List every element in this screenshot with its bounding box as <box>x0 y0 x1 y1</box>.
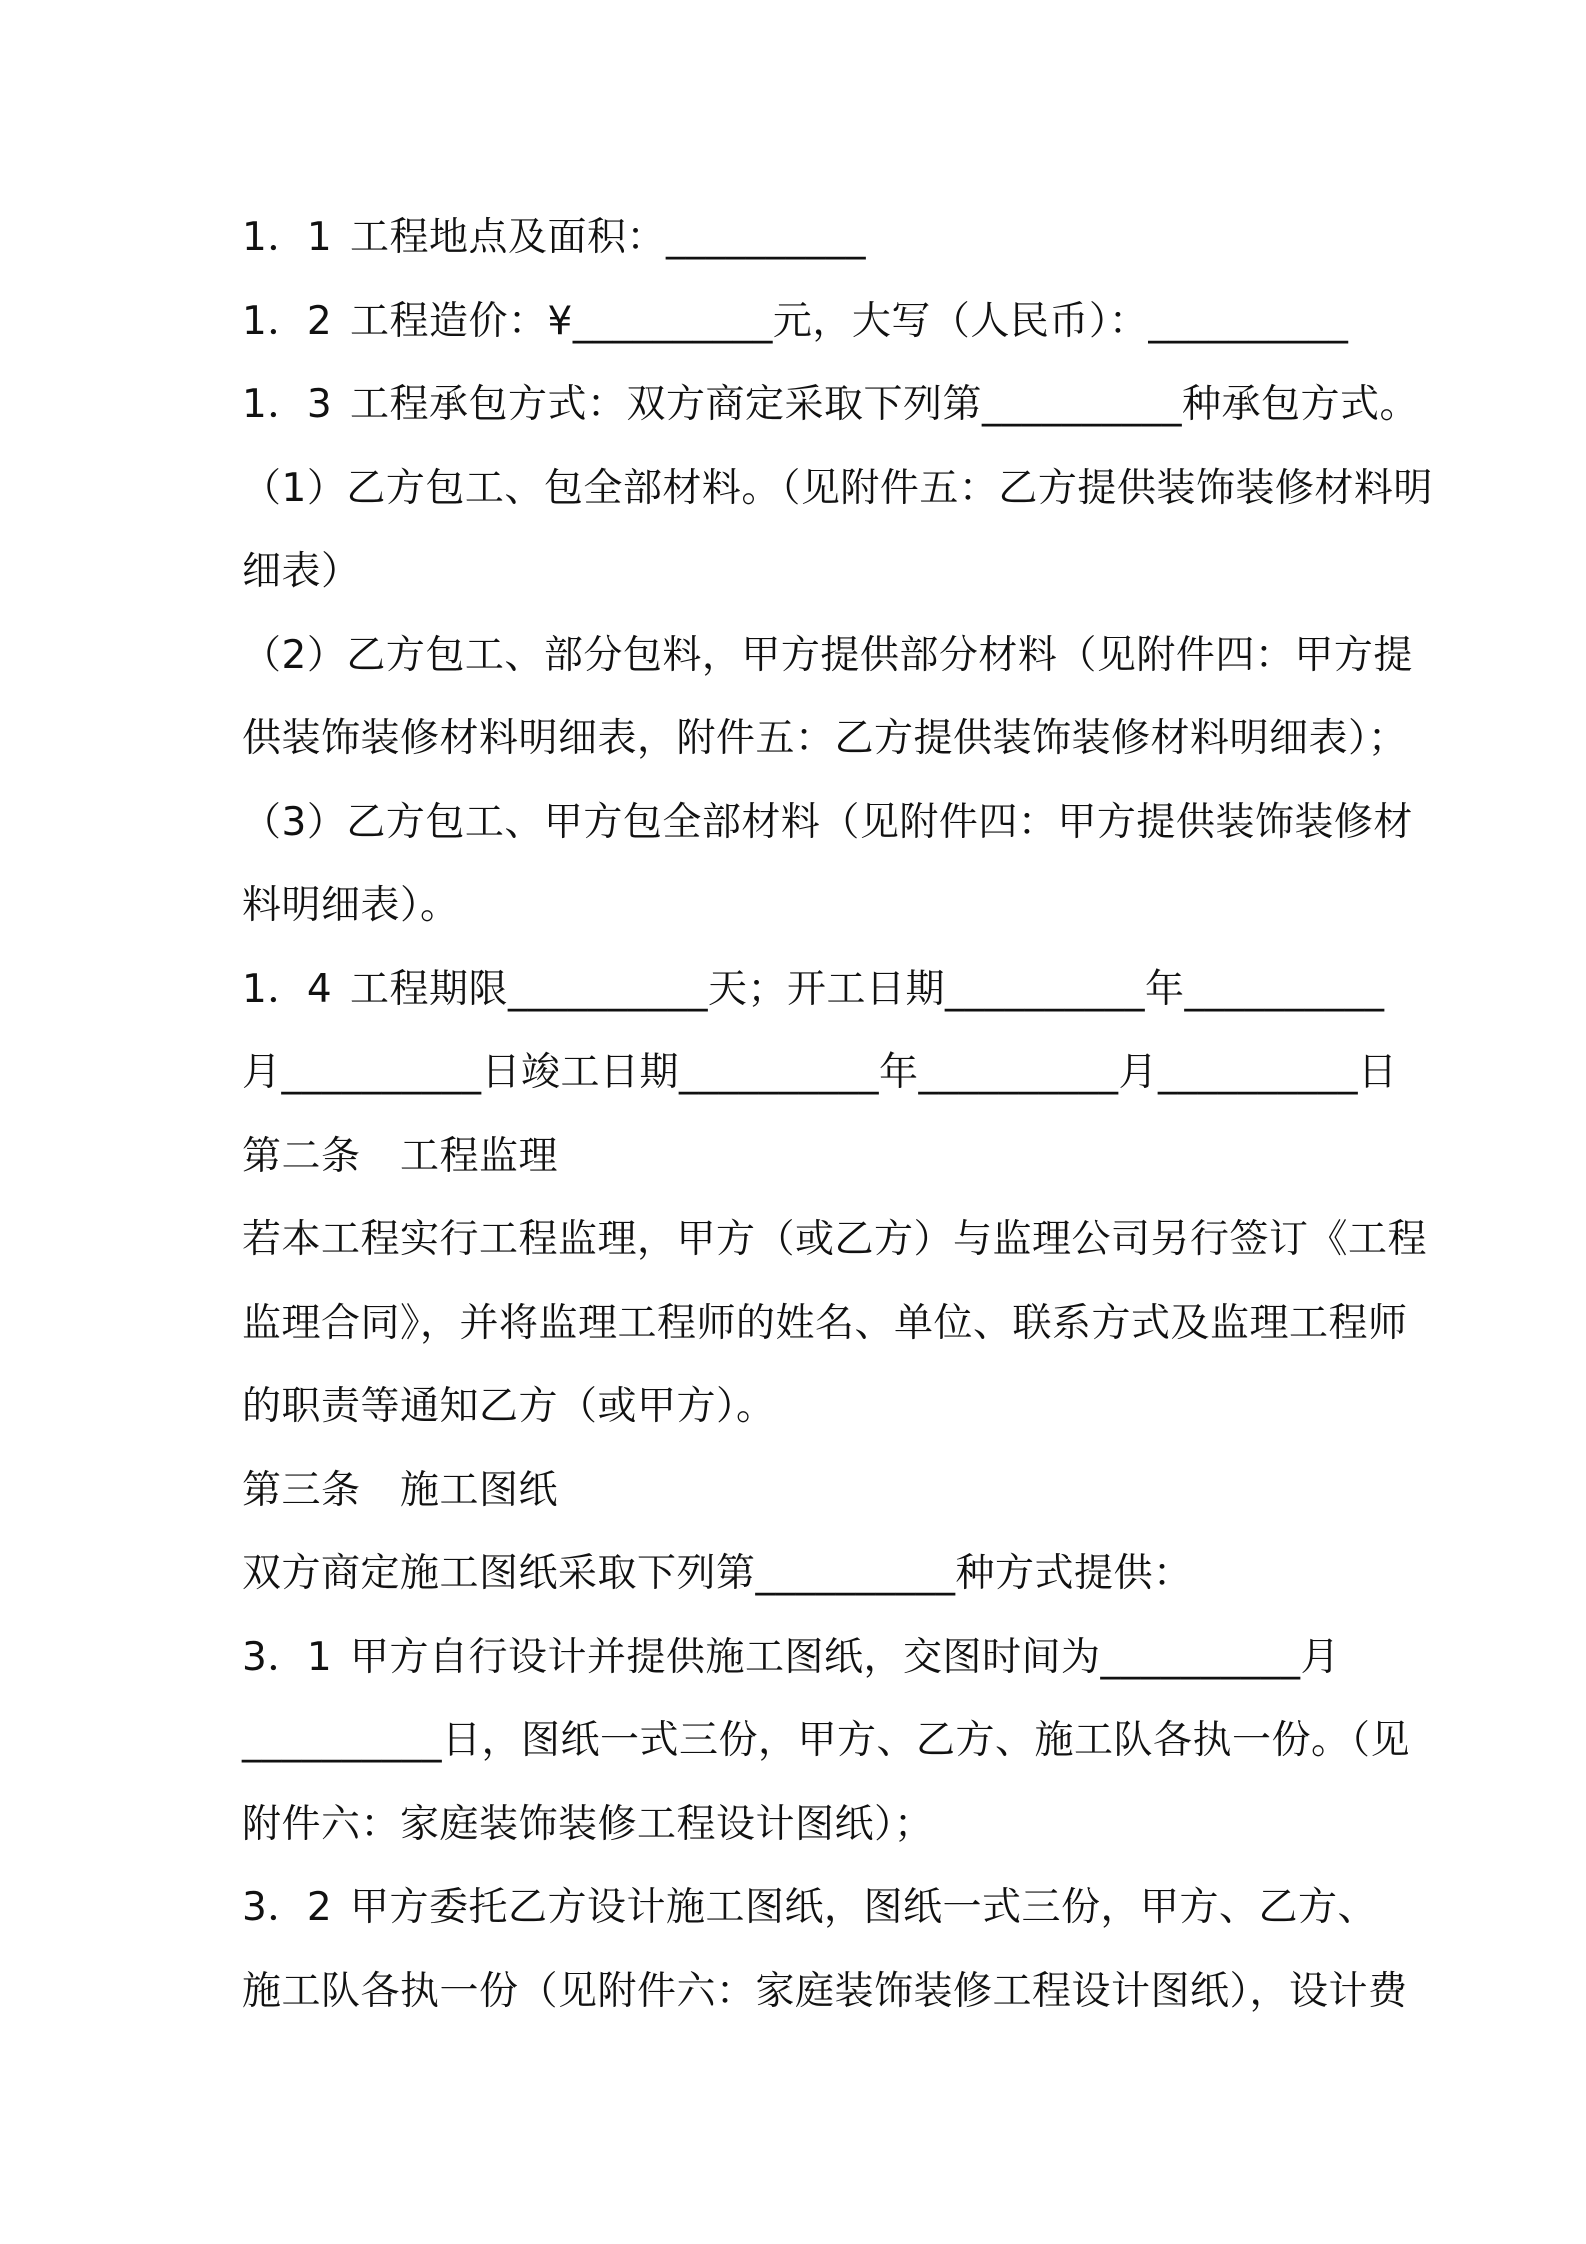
clause-3-2 <box>242 1866 1378 1950</box>
article-3-heading <box>242 1449 1362 1533</box>
paragraph-text: （2）乙方包工、部分包料，甲方提供部分材料（见附件四：甲方提 <box>242 632 1413 678</box>
paragraph-text: 双方商定施工图纸采取下列第__________种方式提供： <box>242 1551 1193 1596</box>
clause-3-2-cont <box>242 1950 1408 2034</box>
article-2-para-line-1 <box>242 1198 1428 1282</box>
clause-number: 3．2 <box>242 1885 333 1930</box>
clause-1-4-cont <box>242 1031 1398 1115</box>
article-3-intro <box>242 1532 1362 1616</box>
section-heading: 第三条 施工图纸 <box>242 1467 559 1513</box>
clause-number: 1．1 <box>242 215 333 260</box>
option-2-line-1 <box>242 614 1413 698</box>
paragraph-text: 料明细表）。 <box>242 883 460 928</box>
clause-3-1-cont-2 <box>242 1783 1362 1867</box>
clause-text: 工程造价：¥__________元，大写（人民币）：__________ <box>350 298 1349 344</box>
clause-text: 工程承包方式：双方商定采取下列第__________种承包方式。 <box>350 382 1420 427</box>
option-3-line-1 <box>242 781 1413 865</box>
clause-text: 甲方委托乙方设计施工图纸，图纸一式三份，甲方、乙方、 <box>350 1885 1378 1930</box>
clause-1-2 <box>242 280 1362 364</box>
paragraph-text: 附件六：家庭装饰装修工程设计图纸）； <box>242 1801 934 1847</box>
option-1-line-1 <box>242 447 1433 531</box>
clause-number: 1．3 <box>242 382 333 427</box>
clause-3-1-cont-1 <box>242 1699 1411 1783</box>
clause-1-3 <box>242 363 1420 447</box>
clause-1-1 <box>242 196 1362 280</box>
paragraph-text: 施工队各执一份（见附件六：家庭装饰装修工程设计图纸），设计费 <box>242 1968 1408 2014</box>
article-2-para-line-3 <box>242 1365 1362 1449</box>
clause-number: 1．4 <box>242 966 333 1012</box>
clause-number: 3．1 <box>242 1634 333 1680</box>
clause-text: 工程地点及面积：__________ <box>350 215 867 260</box>
paragraph-text: （1）乙方包工、包全部材料。（见附件五：乙方提供装饰装修材料明 <box>242 465 1433 511</box>
clause-number: 1．2 <box>242 298 333 344</box>
option-3-line-2 <box>242 864 1362 948</box>
article-2-para-line-2 <box>242 1282 1408 1366</box>
option-2-line-2 <box>242 697 1408 781</box>
clause-text: 工程期限__________天；开工日期__________年__________ <box>350 966 1385 1012</box>
clause-3-1 <box>242 1616 1362 1700</box>
paragraph-text: 供装饰装修材料明细表，附件五：乙方提供装饰装修材料明细表）； <box>242 716 1408 761</box>
paragraph-text: 细表） <box>242 549 361 594</box>
paragraph-text: 月__________日竣工日期__________年__________月__________日 <box>242 1050 1398 1095</box>
paragraph-text: 监理合同》，并将监理工程师的姓名、单位、联系方式及监理工程师 <box>242 1300 1408 1346</box>
clause-text: 甲方自行设计并提供施工图纸，交图时间为__________月 <box>350 1634 1341 1680</box>
article-2-heading <box>242 1115 1362 1199</box>
option-1-line-2 <box>242 530 1362 614</box>
paragraph-text: （3）乙方包工、甲方包全部材料（见附件四：甲方提供装饰装修材 <box>242 799 1413 845</box>
clause-1-4 <box>242 948 1385 1032</box>
section-heading: 第二条 工程监理 <box>242 1133 559 1179</box>
document-page <box>242 196 1433 2033</box>
paragraph-text: __________日，图纸一式三份，甲方、乙方、施工队各执一份。（见 <box>242 1718 1411 1763</box>
paragraph-text: 的职责等通知乙方（或甲方）。 <box>242 1384 776 1429</box>
paragraph-text: 若本工程实行工程监理，甲方（或乙方）与监理公司另行签订《工程 <box>242 1217 1428 1262</box>
